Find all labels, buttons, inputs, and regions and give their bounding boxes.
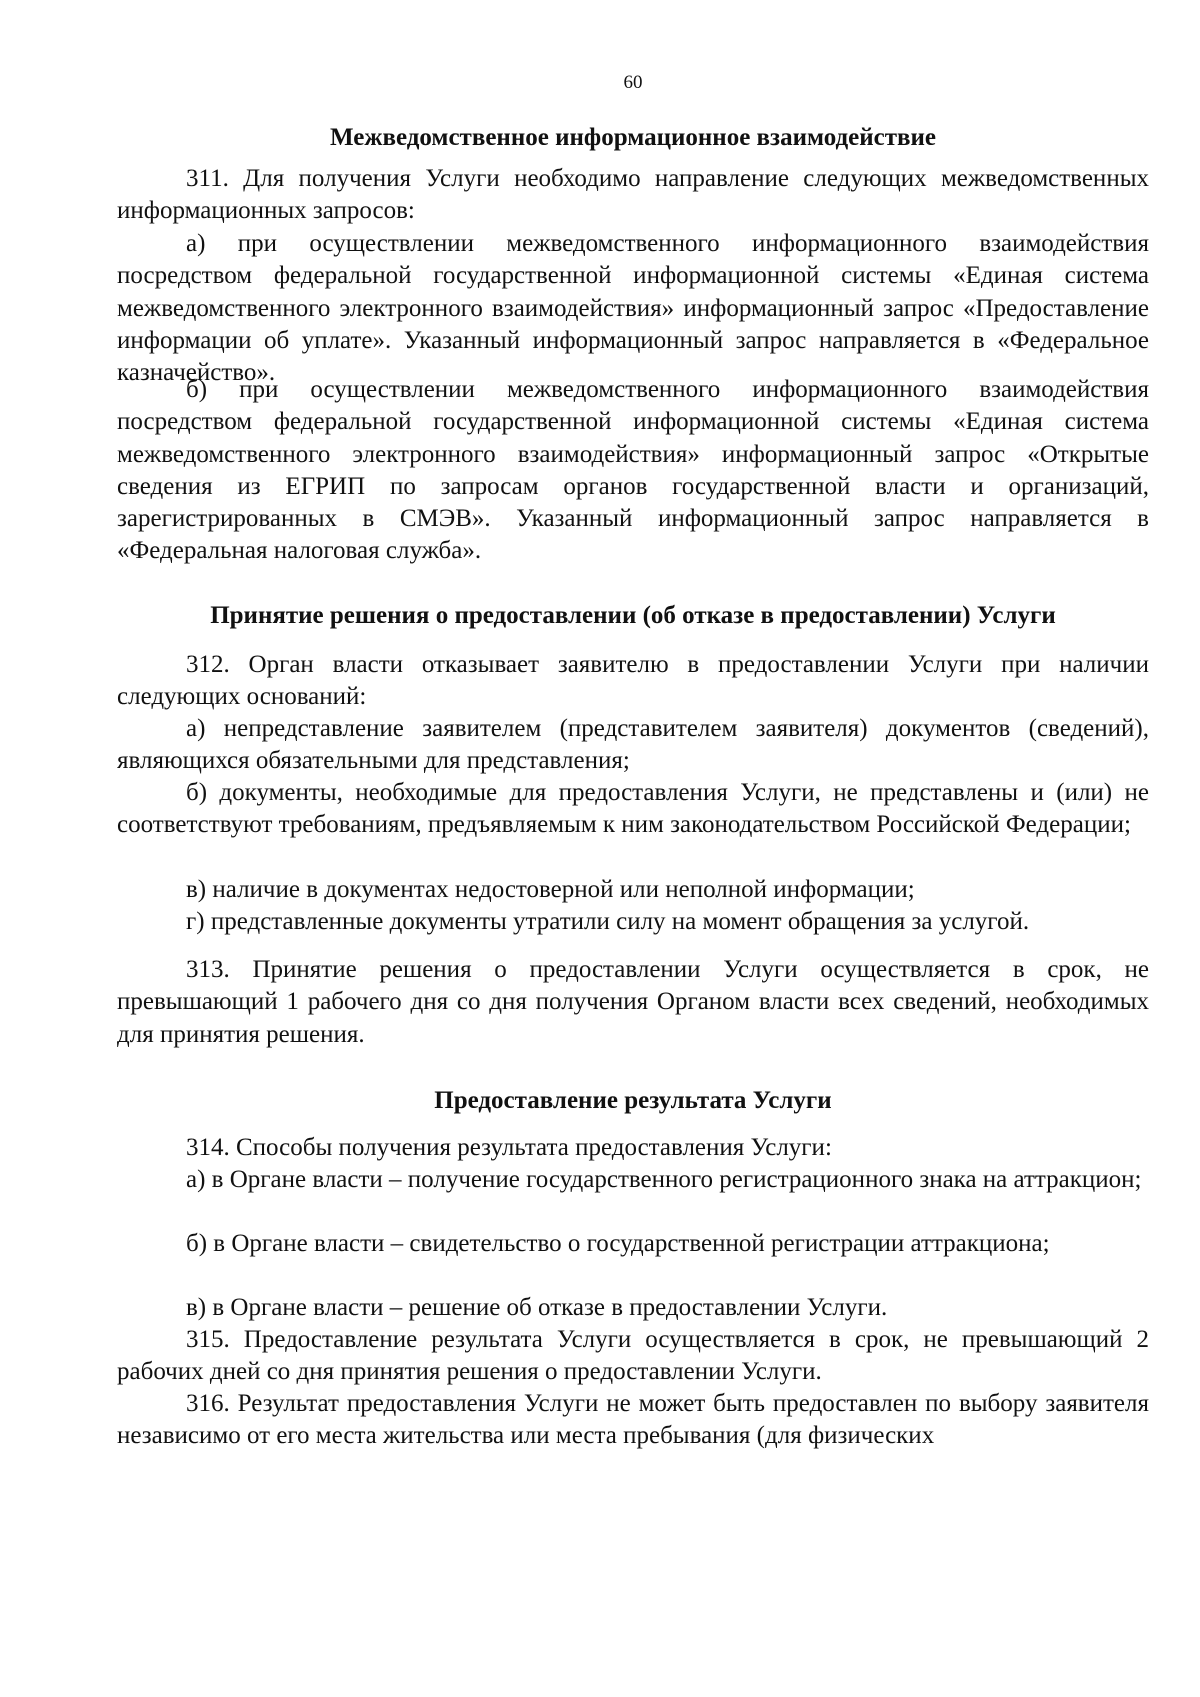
section-heading-interagency: Межведомственное информационное взаимодействие — [330, 124, 936, 151]
paragraph-312-a: а) непредставление заявителем (представителем заявителя) документов (сведений), являющихся обязательными для представления; — [117, 715, 1149, 775]
paragraph-314-v: в) в Органе власти – решение об отказе в предоставлении Услуги. — [186, 1294, 888, 1321]
paragraph-315: 315. Предоставление результата Услуги осуществляется в срок, не превышающий 2 рабочих дней со дня принятия решения о предоставлении Услуги. — [117, 1326, 1149, 1386]
section-heading-decision: Принятие решения о предоставлении (об отказе в предоставлении) Услуги — [210, 602, 1056, 629]
paragraph-314-b: б) в Органе власти – свидетельство о государственной регистрации аттракциона; — [186, 1230, 1050, 1257]
paragraph-314: 314. Способы получения результата предоставления Услуги: — [186, 1134, 832, 1161]
paragraph-312-b: б) документы, необходимые для предоставления Услуги, не представлены и (или) не соответствуют требованиям, предъявляемым к ним законодательством Российской Федерации; — [117, 779, 1149, 839]
paragraph-311-b: б) при осуществлении межведомственного информационного взаимодействия посредством федеральной государственной информационной системы «Единая система межведомственного электронного взаимодействия» информационный запрос «Открытые сведения из ЕГРИП по запросам органов государственной власти и организаций, зарегистрированных в СМЭВ». Указанный информационный запрос направляется в «Федеральная налоговая служба». — [117, 376, 1149, 565]
paragraph-312-g: г) представленные документы утратили силу на момент обращения за услугой. — [186, 908, 1030, 935]
paragraph-311: 311. Для получения Услуги необходимо направление следующих межведомственных информационных запросов: — [117, 165, 1149, 225]
paragraph-313: 313. Принятие решения о предоставлении Услуги осуществляется в срок, не превышающий 1 рабочего дня со дня получения Органом власти всех сведений, необходимых для принятия решения. — [117, 956, 1149, 1048]
paragraph-316: 316. Результат предоставления Услуги не может быть предоставлен по выбору заявителя независимо от его места жительства или места пребывания (для физических — [117, 1390, 1149, 1450]
paragraph-312-v: в) наличие в документах недостоверной или неполной информации; — [186, 876, 915, 903]
paragraph-312: 312. Орган власти отказывает заявителю в предоставлении Услуги при наличии следующих оснований: — [117, 651, 1149, 711]
paragraph-311-a: а) при осуществлении межведомственного информационного взаимодействия посредством федеральной государственной информационной системы «Единая система межведомственного электронного взаимодействия» информационный запрос «Предоставление информации об уплате». Указанный информационный запрос направляется в «Федеральное казначейство». — [117, 230, 1149, 387]
section-heading-result: Предоставление результата Услуги — [434, 1087, 832, 1114]
page-number: 60 — [623, 72, 643, 93]
paragraph-314-a: а) в Органе власти – получение государственного регистрационного знака на аттракцион; — [186, 1166, 1142, 1193]
